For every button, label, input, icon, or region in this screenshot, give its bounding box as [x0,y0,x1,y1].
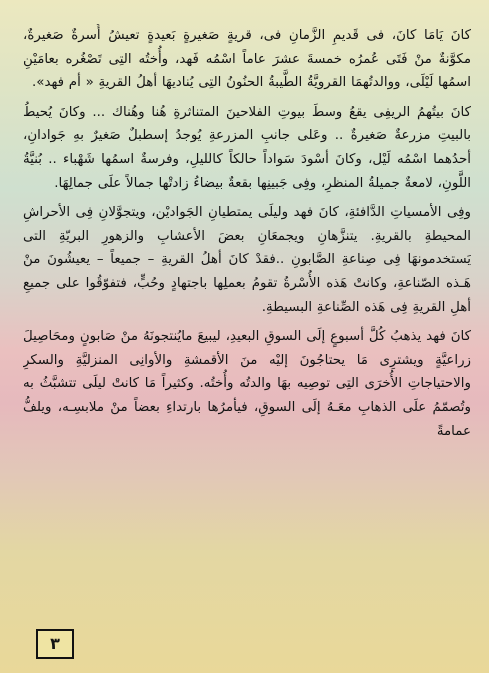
paragraph-3: وفِى الأمسياتِ الدَّافئةِ، كانَ فهد وليلَى يمتطيانِ الجَواديْن، ويتجوَّلانِ فِى الأحراشِ المحيطةِ بالقريةِ. يتنزَّهانِ ويجمعَانِ بعضَ الأعشابِ والزهورِ البريّةِ التى يَستخدمونهَا فِى صِناعةِ الصَّابونِ ..فقدْ كانَ أهلُ القريةِ – جميعاً – يعيشُونَ منْ هَـذه الصّناعةِ، وكانتْ هَذه الأُسْرةُ تقومُ بعملِها باجتهادٍ وحُبٍّ، فتفوّقُوا على جميعِ أهلِ القريةِ فِى هَذه الصِّناعةِ البسيطةِ. [23,205,471,315]
story-text [23,24,471,624]
paragraph-2: كانَ بيتُهمُ الريفِى يقعُ وسطَ بيوتِ الفلاحينَ المتناثرةِ هُنا وهُناك ... وكانَ يُحيطُ بالبيتِ مزرعةٌ صَغيرةٌ .. وعَلى جانبِ المزرعةِ يُوجدُ إسطبلٌ صَغيرٌ بهِ جَوادانِ، أحدُهما اسْمُه لَيْل، وكانَ أسْودَ سَواداً حالكاً كالليلِ، وفرسةٌ اسمُها شَهْباء .. بُنيَّةُ اللَّونِ، لامعةٌ جميلةُ المنظرِ، وفِى جَبينِها بقعةٌ بيضاءُ زادتْها جمالاً علَى جمالِهَا. [23,104,471,191]
page-number: ٣ [36,629,74,659]
paragraph-4: كانَ فهد يذهبُ كُلَّ أسبوعٍ إلَى السوقِ البعيدِ، ليبيعَ مايُنتجونَهُ منْ صَابونٍ ومحَاصِيلَ زراعيَّةٍ ويشترِى مَا يحتاجُونَ إليْه منَ الأقمشةِ والأوانِى المنزليَّةِ والسكرِ والاحتياجاتِ الأُخرَى التِى توصِيه بهَا والدتُه وأُختُه. وكثيراً مَا كانتْ ليلَى تتشبَّثُ به وتُصمّمُ علَى الذهابِ معَـهُ إلَى السوقِ، فيأمرُها بارتداءِ بعضاً منْ ملابسِـه، ويلفُّ عمامةً [23,329,471,439]
paragraph-1: كانَ يَامَا كانَ، فى قَديمِ الزَّمانِ فى، قريةٍ صَغيرةٍ بَعيدةٍ تعيشُ أُسرةٌ صَغيرةٌ، مكوَّنةٌ منْ فَتَى عُمرُه خمسةَ عشرَ عاماً اسْمُه فَهد، وأُختُه التِى تَصْغُره بعامَيْنِ اسمُها لَيْلَى، ووالدتُهمَا القرويَّةُ الطَّيبةُ الحنُونُ التِى يُناديهَا أهلُ القريةِ « أم فهد». [23,28,471,91]
